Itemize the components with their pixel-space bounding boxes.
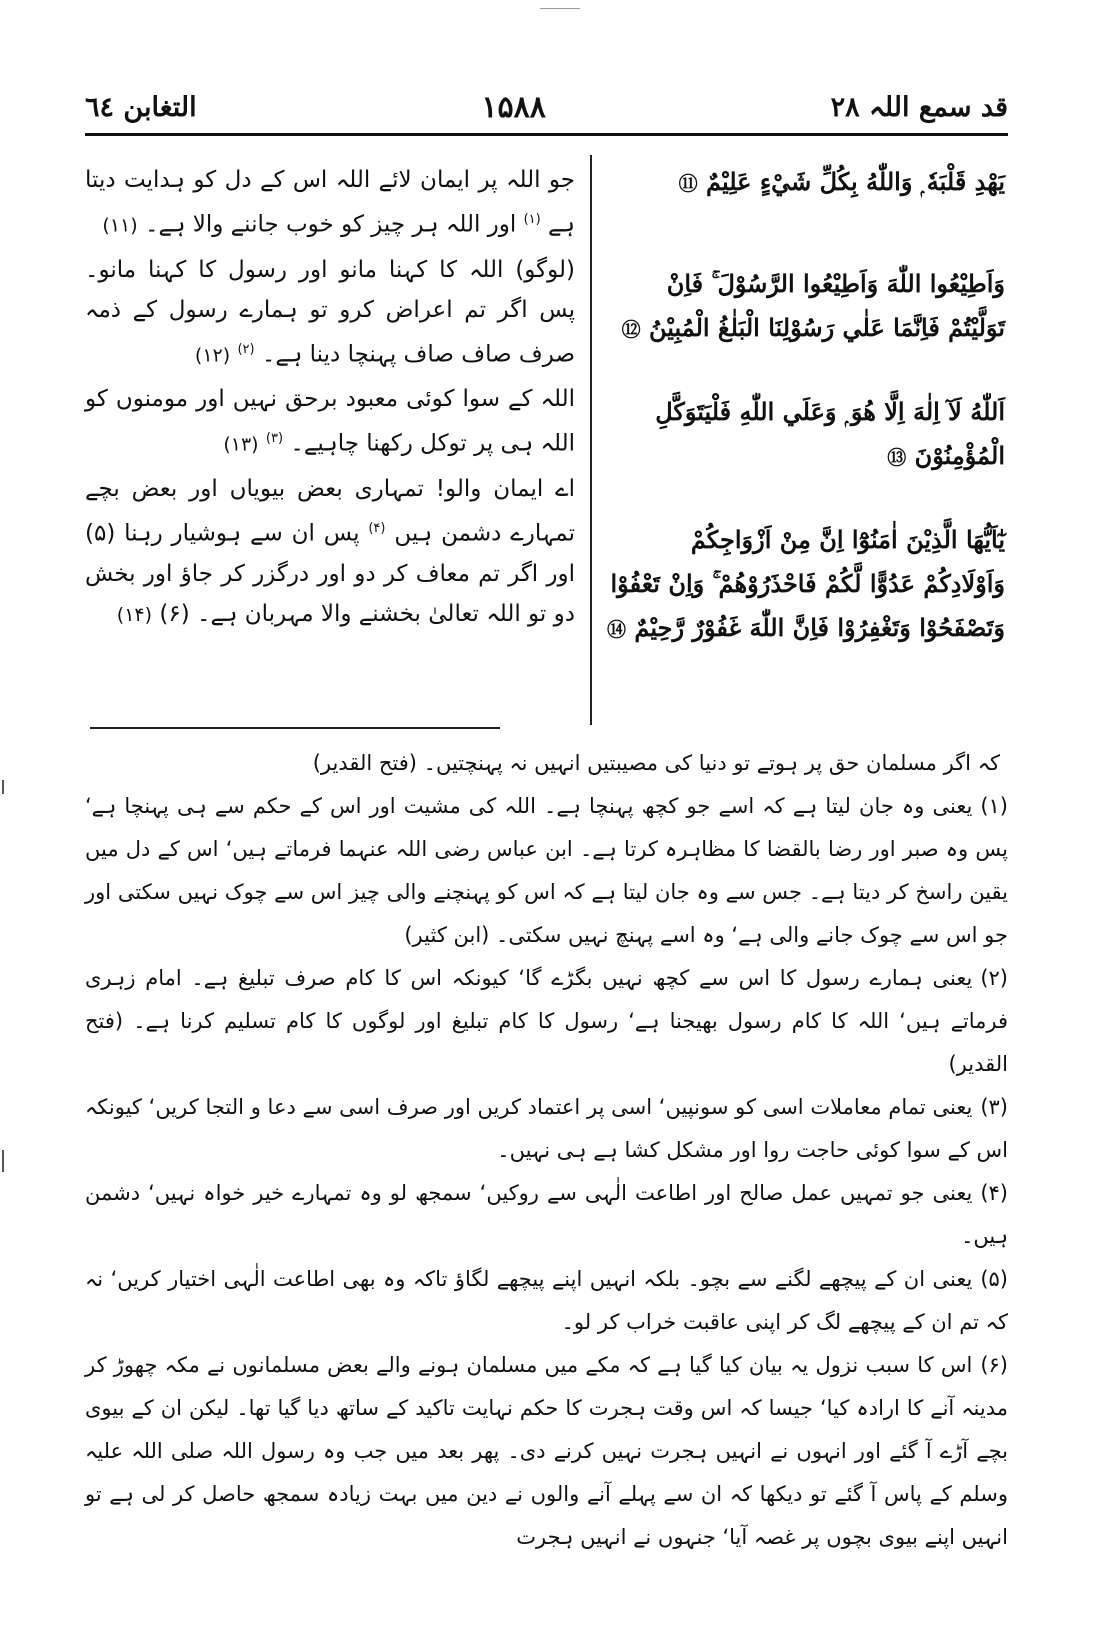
verse-number: (۱۲) bbox=[194, 344, 231, 367]
verse-number: ⑬ bbox=[887, 447, 907, 469]
column-divider bbox=[590, 155, 592, 725]
footnote-ref: (۲) bbox=[237, 341, 255, 357]
footnote-number: (۱) bbox=[980, 794, 1008, 818]
footnote-rule bbox=[90, 727, 500, 729]
urdu-translation-column bbox=[85, 160, 575, 639]
footnote-text: یعنی وہ جان لیتا ہے کہ اسے جو کچھ پہنچا ہے۔ اللہ کی مشیت اور اس کے حکم سے ہی پہنچا ہے‘ پس وہ صبر اور رضا بالقضا کا مظاہرہ کرتا ہے۔ ابن عباس رضی اللہ عنہما فرماتے ہیں‘ اس کے دل میں یقین راسخ کر دیتا ہے۔ جس سے وہ جان لیتا ہے کہ اس کو پہنچنے والی چیز اس سے چوک نہیں سکتی اور جو اس سے چوک جانے والی ہے‘ وہ اسے پہنچ نہیں سکتی۔ (ابن کثیر) bbox=[85, 794, 1008, 947]
arabic-verse-text: يَهْدِ قَلْبَهٗ ۭ وَاللّٰهُ بِكُلِّ شَيْءٍ عَلِيْمٌ bbox=[705, 167, 1005, 196]
page-header bbox=[85, 86, 1008, 128]
urdu-verse-text: اللہ کے سوا کوئی معبود برحق نہیں اور مومنوں کو اللہ ہی پر توکل رکھنا چاہیے۔ bbox=[85, 386, 575, 457]
edge-mark bbox=[2, 780, 4, 794]
footnote-number: (۲) bbox=[980, 966, 1008, 990]
footnote-text: یعنی تمام معاملات اسی کو سونپیں‘ اسی پر اعتماد کریں اور صرف اسی سے دعا و التجا کریں‘ کیونکہ اس کے سوا کوئی حاجت روا اور مشکل کشا ہے ہی نہیں۔ bbox=[85, 1095, 1008, 1162]
surah-title: التغابن ٦٤ bbox=[85, 91, 197, 123]
top-crop-mark bbox=[540, 8, 580, 9]
arabic-verse bbox=[605, 262, 1005, 352]
header-rule bbox=[85, 133, 1008, 136]
arabic-verse-text: يٰٓاَيُّهَا الَّذِيْنَ اٰمَنُوْٓا اِنَّ مِنْ اَزْوَاجِكُمْ وَاَوْلَادِكُمْ عَدُوًّا لَّكُمْ فَاحْذَرُوْهُمْ ۚ وَاِنْ تَعْفُوْا وَتَصْفَحُوْا وَتَغْفِرُوْا فَاِنَّ اللّٰهَ غَفُوْرٌ رَّحِيْمٌ bbox=[610, 525, 1005, 642]
footnote-text: یعنی ان کے پیچھے لگنے سے بچو۔ بلکہ انہیں اپنے پیچھے لگاؤ تاکہ وہ بھی اطاعت الٰہی اختیار کریں‘ نہ کہ تم ان کے پیچھے لگ کر اپنی عاقبت خراب کر لو۔ bbox=[85, 1267, 1008, 1334]
footnote-number: (۵) bbox=[980, 1267, 1008, 1291]
footnote-ref: (۳) bbox=[265, 431, 284, 447]
footnote-text: کہ اگر مسلمان حق پر ہوتے تو دنیا کی مصیبتیں انہیں نہ پہنچتیں۔ (فتح القدیر) bbox=[312, 751, 1000, 775]
footnote bbox=[85, 957, 1008, 1086]
footnote-number: (۴) bbox=[980, 1181, 1008, 1205]
page-number: ۱۵۸۸ bbox=[481, 89, 546, 125]
verse-number: (۱۱) bbox=[102, 214, 138, 237]
urdu-verse bbox=[85, 379, 575, 465]
edge-mark bbox=[2, 1150, 4, 1172]
verse-number: (۱۴) bbox=[116, 603, 153, 626]
footnote-ref: (۴) bbox=[368, 520, 386, 536]
urdu-verse bbox=[85, 469, 575, 635]
footnote-text: یعنی جو تمہیں عمل صالح اور اطاعت الٰہی سے روکیں‘ سمجھ لو وہ تمہارے خیر خواہ نہیں‘ دشمن ہیں۔ bbox=[85, 1181, 1008, 1248]
arabic-verse bbox=[605, 390, 1005, 480]
urdu-verse bbox=[85, 250, 575, 376]
footnote-number: (۳) bbox=[980, 1095, 1008, 1119]
verse-number: ⑫ bbox=[621, 319, 641, 341]
arabic-verse bbox=[605, 518, 1005, 652]
footnote bbox=[85, 742, 1008, 785]
footnote-text: اس کا سبب نزول یہ بیان کیا گیا ہے کہ مکے میں مسلمان ہونے والے بعض مسلمانوں نے مکہ چھوڑ کر مدینہ آنے کا ارادہ کیا‘ جیسا کہ اس وقت ہجرت کا حکم نہایت تاکید کے ساتھ دیا گیا تھا۔ لیکن ان کے بیوی بچے آڑے آ گئے اور انہوں نے انہیں ہجرت نہیں کرنے دی۔ پھر بعد میں جب وہ رسول اللہ صلی اللہ علیہ وسلم کے پاس آ گئے تو دیکھا کہ ان سے پہلے آنے والوں نے دین میں بہت زیادہ سمجھ حاصل کر لی ہے تو انہیں اپنے بیوی بچوں پر غصہ آیا‘ جنہوں نے انہیں ہجرت bbox=[85, 1353, 1008, 1549]
footnote-number: (۶) bbox=[980, 1353, 1008, 1377]
arabic-verse-text: وَاَطِيْعُوا اللّٰهَ وَاَطِيْعُوا الرَّسُوْلَ ۚ فَاِنْ تَوَلَّيْتُمْ فَاِنَّمَا عَلٰي رَسُوْلِنَا الْبَلٰغُ الْمُبِيْنُ bbox=[648, 269, 1005, 342]
urdu-verse-text: اے ایمان والو! تمہاری بعض بیویاں اور بعض بچے تمہارے دشمن ہیں bbox=[85, 475, 576, 547]
footnote bbox=[85, 1172, 1008, 1258]
urdu-verse-tail: پس ان سے ہوشیار رہنا (۵) اور اگر تم معاف کر دو اور درگزر کر جاؤ اور بخش دو تو اللہ تعالیٰ بخشنے والا مہربان ہے۔ (۶) bbox=[85, 520, 575, 627]
verse-number: ⑭ bbox=[607, 619, 627, 641]
arabic-verse bbox=[605, 160, 1005, 206]
footnote bbox=[85, 785, 1008, 957]
urdu-verse-text: (لوگو) اللہ کا کہنا مانو اور رسول کا کہنا مانو۔ پس اگر تم اعراض کرو تو ہمارے رسول کے ذمہ صرف صاف صاف پہنچا دینا ہے۔ bbox=[85, 256, 575, 368]
arabic-verse-text: اَللّٰهُ لَآ اِلٰهَ اِلَّا هُوَ ۭ وَعَلَي اللّٰهِ فَلْيَتَوَكَّلِ الْمُؤْمِنُوْنَ bbox=[655, 397, 1005, 470]
urdu-verse bbox=[85, 160, 575, 246]
footnote bbox=[85, 1258, 1008, 1344]
verse-number: (۱۳) bbox=[223, 433, 259, 456]
footnote-ref: (۱) bbox=[523, 212, 541, 227]
footnotes bbox=[85, 742, 1008, 1559]
arabic-text-column bbox=[605, 160, 1005, 690]
verse-number: ⑪ bbox=[678, 173, 698, 195]
footnote bbox=[85, 1086, 1008, 1172]
footnote bbox=[85, 1344, 1008, 1559]
urdu-verse-tail: اور اللہ ہر چیز کو خوب جاننے والا ہے۔ bbox=[145, 211, 517, 238]
juz-title: قد سمع اللہ ۲۸ bbox=[830, 91, 1008, 123]
urdu-verse-text: جو اللہ پر ایمان لائے اللہ اس کے دل کو ہدایت دیتا ہے bbox=[85, 167, 575, 238]
footnote-text: یعنی ہمارے رسول کا اس سے کچھ نہیں بگڑے گا‘ کیونکہ اس کا کام صرف تبلیغ ہے۔ امام زہری فرماتے ہیں‘ اللہ کا کام رسول بھیجنا ہے‘ رسول کا کام تبلیغ اور لوگوں کا کام تسلیم کرنا ہے۔ (فتح القدیر) bbox=[85, 966, 1008, 1076]
